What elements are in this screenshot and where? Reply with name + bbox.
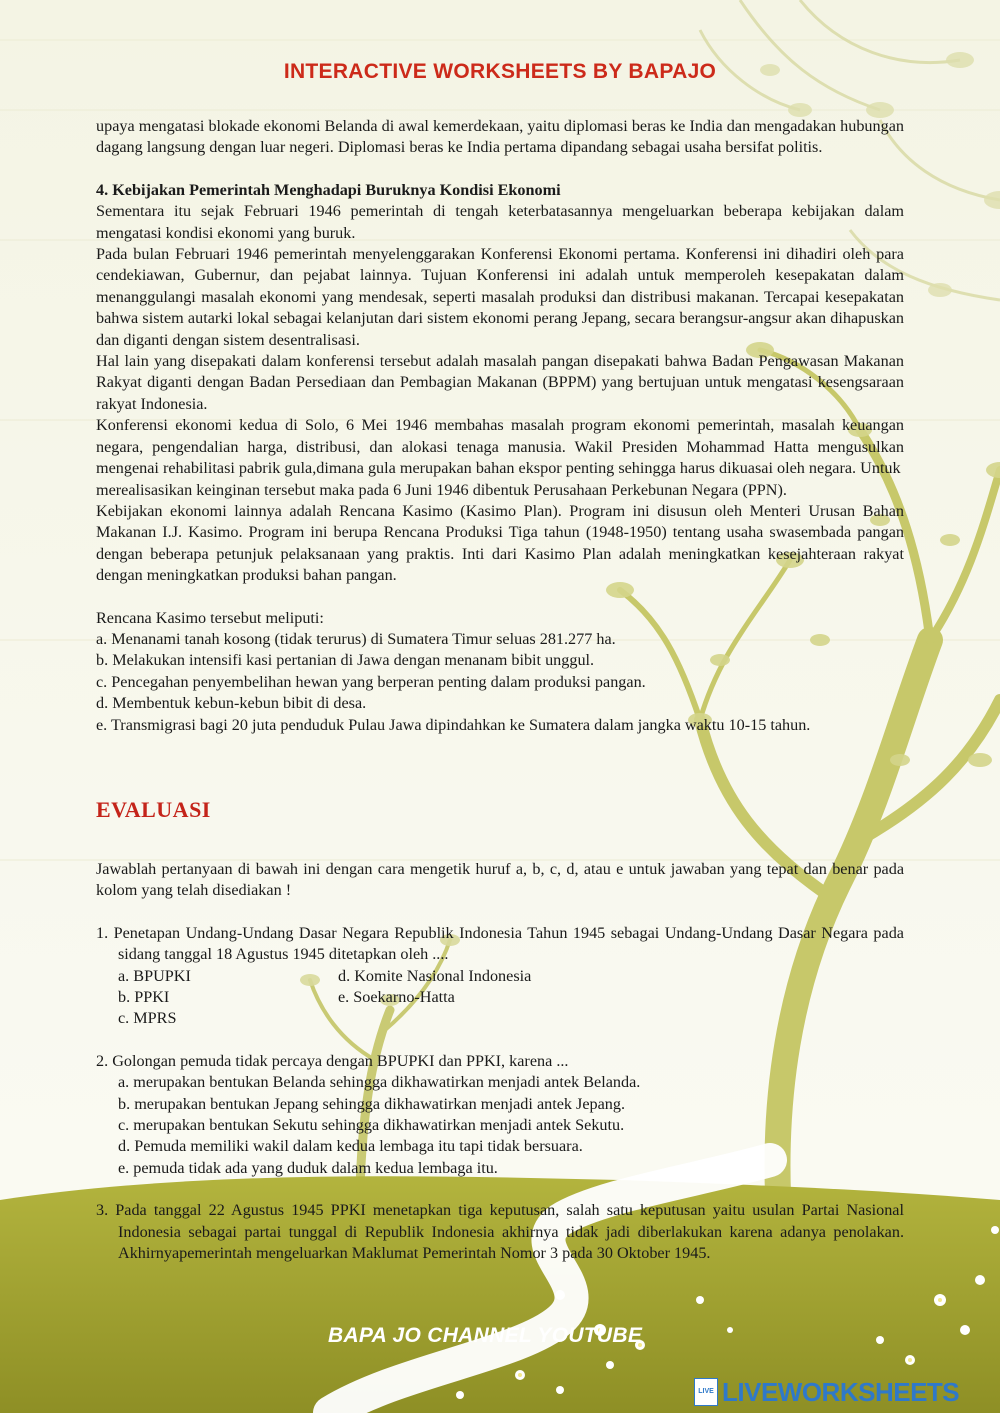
paragraph: Hal lain yang disepakati dalam konferensi tersebut adalah masalah pangan disepakati bahwa Badan Pengawasan Makanan Rakyat diganti dengan Badan Persediaan dan Pembagian Makanan (BPPM) yang bertujuan untuk mengatasi kesengsaraan rakyat Indonesia.: [96, 352, 904, 413]
question-2: [96, 1051, 904, 1179]
option-d: d. Komite Nasional Indonesia: [338, 966, 532, 985]
paragraph: Kebijakan ekonomi lainnya adalah Rencana Kasimo (Kasimo Plan). Program ini disusun oleh Menteri Urusan Bahan Makanan I.J. Kasimo. Program ini berupa Rencana Produksi Tiga tahun (1948-1950) tentang usaha swasembada pangan dengan beberapa petunjuk pelaksanaan yang praktis. Inti dari Kasimo Plan adalah meningkatkan kesejahteraan rakyat dengan meningkatkan produksi bahan pangan.: [96, 501, 904, 585]
question-options: [96, 966, 904, 1030]
list-item: e. Transmigrasi bagi 20 juta penduduk Pulau Jawa dipindahkan ke Sumatera dalam jangka waktu 10-15 tahun.: [96, 715, 811, 734]
option-e: e. Soekarno-Hatta: [338, 988, 455, 1007]
question-1: [96, 923, 904, 1030]
intro-paragraph: upaya mengatasi blokade ekonomi Belanda di awal kemerdekaan, yaitu diplomasi beras ke India dan mengadakan hubungan dagang langsung dengan luar negeri. Diplomasi beras ke India pertama dipandang sebagai usaha bersifat politis.: [96, 117, 904, 157]
option-e: e. pemuda tidak ada yang duduk dalam kedua lembaga itu.: [118, 1158, 498, 1177]
liveworksheets-logo-icon: [694, 1378, 718, 1406]
option-a: a. BPUPKI: [118, 966, 191, 985]
option-b: b. merupakan bentukan Jepang sehingga dikhawatirkan menjadi antek Jepang.: [118, 1094, 626, 1113]
instruction-text: Jawablah pertanyaan di bawah ini dengan cara mengetik huruf a, b, c, d, atau e untuk jawaban yang tepat dan benar pada kolom yang telah disediakan !: [96, 860, 904, 900]
paragraph: Konferensi ekonomi kedua di Solo, 6 Mei 1946 membahas masalah program ekonomi pemerintah, masalah keuangan negara, pengendalian harga, distribusi, dan alokasi tenaga manusia. Wakil Presiden Mohammad Hatta mengusulkan mengenai rehabilitasi pabrik gula,dimana gula merupakan bahan ekspor penting sehingga harus dikuasai oleh negara. Untuk: [96, 416, 904, 478]
liveworksheets-brand: LIVEWORKSHEETS: [722, 1376, 960, 1407]
evaluasi-section: [96, 859, 904, 1265]
list-item: a. Menanami tanah kosong (tidak terurus) di Sumatera Timur seluas 281.277 ha.: [96, 629, 616, 648]
section-heading: 4. Kebijakan Pemerintah Menghadapi Buruknya Kondisi Ekonomi: [96, 180, 561, 199]
paragraph: Pada bulan Februari 1946 pemerintah menyelenggarakan Konferensi Ekonomi pertama. Konferensi ini dihadiri oleh para cendekiawan, Gubernur, dan pejabat lainnya. Tujuan Konferensi ini adalah untuk memperoleh kesepakatan dalam menanggulangi masalah ekonomi yang mendesak, seperti masalah produksi dan distribusi makanan. Tercapai kesepakatan bahwa sistem autarki lokal sebagai kelanjutan dari sistem ekonomi perang Jepang, secara berangsur-angsur akan dihapuskan dan diganti dengan sistem desentralisasi.: [96, 245, 904, 349]
reading-text: [96, 116, 904, 736]
option-d: d. Pemuda memiliki wakil dalam kedua lembaga itu tapi tidak bersuara.: [118, 1137, 583, 1156]
question-3: [96, 1200, 904, 1264]
option-c: c. MPRS: [118, 1009, 177, 1028]
question-options: [96, 1072, 904, 1179]
liveworksheets-badge[interactable]: [694, 1377, 959, 1407]
option-c: c. merupakan bentukan Sekutu sehingga dikhawatirkan menjadi antek Sekutu.: [118, 1116, 625, 1135]
list-item: c. Pencegahan penyembelihan hewan yang berperan penting dalam produksi pangan.: [96, 672, 646, 691]
question-text: 1. Penetapan Undang-Undang Dasar Negara Republik Indonesia Tahun 1945 sebagai Undang-Undang Dasar Negara pada sidang tanggal 18 Agustus 1945 ditetapkan oleh ....: [96, 923, 904, 964]
option-b: b. PPKI: [118, 988, 170, 1007]
evaluasi-heading: EVALUASI: [96, 797, 211, 822]
paragraph: merealisasikan keinginan tersebut maka pada 6 Juni 1946 dibentuk Perusahaan Perkebunan Negara (PPN).: [96, 480, 787, 499]
list-item: d. Membentuk kebun-kebun bibit di desa.: [96, 694, 367, 713]
footer-channel-text: BAPA JO CHANNEL YOUTUBE: [328, 1324, 643, 1347]
list-item: b. Melakukan intensifi kasi pertanian di Jawa dengan menanam bibit unggul.: [96, 651, 595, 670]
kasimo-intro: Rencana Kasimo tersebut meliputi:: [96, 608, 324, 627]
option-a: a. merupakan bentukan Belanda sehingga dikhawatirkan menjadi antek Belanda.: [118, 1073, 641, 1092]
logo-text: LIVE: [698, 1388, 714, 1395]
question-text: 3. Pada tanggal 22 Agustus 1945 PPKI menetapkan tiga keputusan, salah satu keputusan yaitu usulan Partai Nasional Indonesia sebagai partai tunggal di Republik Indonesia akhirnya tidak jadi diberlakukan karena adanya penolakan. Akhirnyapemerintah mengeluarkan Maklumat Pemerintah Nomor 3 pada 30 Oktober 1945.: [96, 1201, 904, 1263]
worksheet-title: INTERACTIVE WORKSHEETS BY BAPAJO: [283, 60, 717, 83]
paragraph: Sementara itu sejak Februari 1946 pemerintah di tengah keterbatasannya mengeluarkan beberapa kebijakan dalam mengatasi kondisi ekonomi yang buruk.: [96, 202, 904, 242]
question-text: 2. Golongan pemuda tidak percaya dengan BPUPKI dan PPKI, karena ...: [96, 1051, 569, 1070]
kasimo-list: [96, 629, 904, 736]
